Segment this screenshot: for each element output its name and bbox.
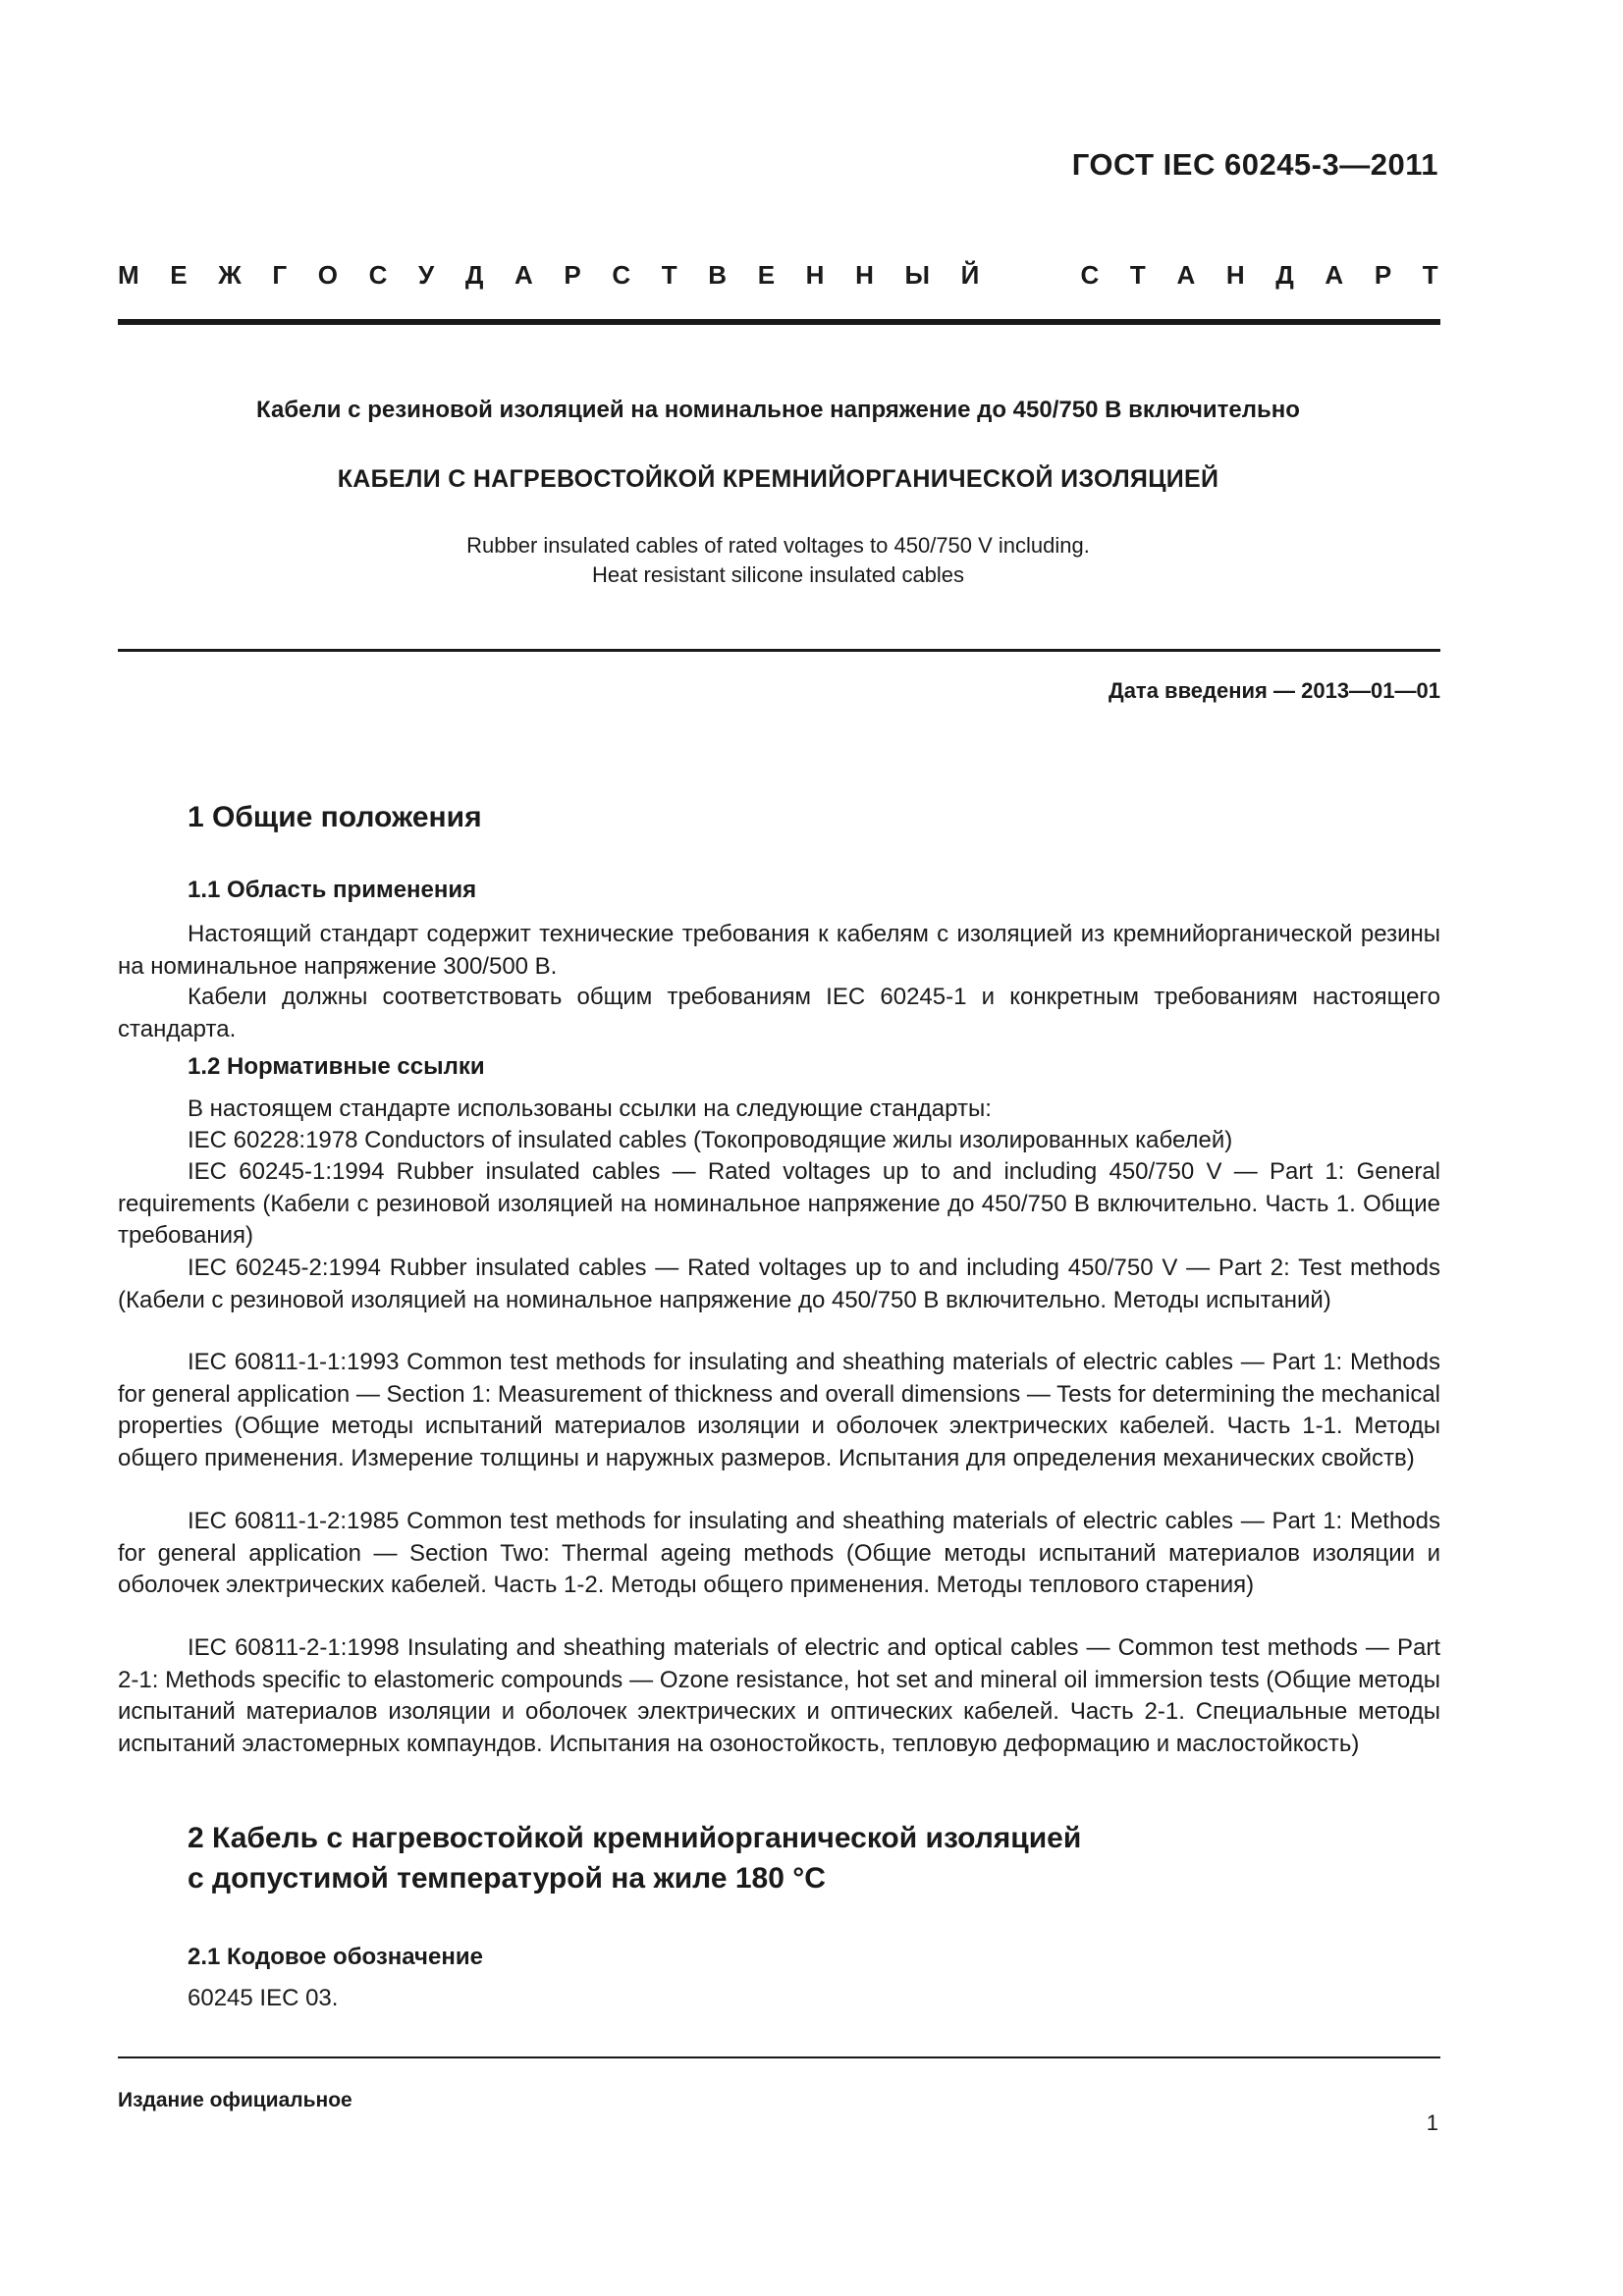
banner-letter: С xyxy=(368,260,388,290)
banner-letter: Т xyxy=(1422,260,1438,290)
banner-letter: Ы xyxy=(904,260,930,290)
banner-letter: Р xyxy=(1374,260,1392,290)
reference-item: IEC 60811-1-2:1985 Common test methods for insulating and sheathing materials of electric cables — Part 1: Methods for general application — Section Two: Thermal ageing methods (Общие методы испытаний материалов изоляции и оболочек электрических кабелей. Часть 1-2. Методы общего применения. Методы теплового старения) xyxy=(118,1508,1440,1598)
title-russian-caps: КАБЕЛИ С НАГРЕВОСТОЙКОЙ КРЕМНИЙОРГАНИЧЕСКОЙ ИЗОЛЯЦИЕЙ xyxy=(337,465,1219,493)
banner-letter: Т xyxy=(1129,260,1146,290)
title-rule xyxy=(118,649,1440,652)
banner-letter: Т xyxy=(661,260,677,290)
reference-item: IEC 60228:1978 Conductors of insulated cables (Токопроводящие жилы изолированных кабелей) xyxy=(188,1127,1233,1153)
introduction-date: Дата введения — 2013—01—01 xyxy=(1109,678,1440,703)
banner-letter: В xyxy=(708,260,728,290)
section-1-1-paragraph-2: Кабели должны соответствовать общим требованиям IEC 60245-1 и конкретным требованиям настоящего стандарта. xyxy=(118,984,1440,1042)
standard-banner xyxy=(118,260,1438,291)
section-1-2-intro: В настоящем стандарте использованы ссылки на следующие стандарты: xyxy=(188,1095,992,1122)
banner-letter: С xyxy=(612,260,631,290)
official-edition-label: Издание официальное xyxy=(118,2089,352,2111)
banner-letter: Й xyxy=(960,260,980,290)
banner-letter: Г xyxy=(272,260,288,290)
banner-letter: Н xyxy=(805,260,825,290)
section-2-1-heading: 2.1 Кодовое обозначение xyxy=(188,1944,483,1970)
banner-letter: Ж xyxy=(218,260,242,290)
section-1-2-heading: 1.2 Нормативные ссылки xyxy=(188,1053,485,1080)
banner-letter: А xyxy=(1325,260,1344,290)
page-number: 1 xyxy=(1426,2110,1438,2135)
banner-letter: А xyxy=(1176,260,1196,290)
banner-letter: О xyxy=(317,260,338,290)
banner-letter: Д xyxy=(1275,260,1294,290)
banner-letter: Е xyxy=(170,260,188,290)
section-1-1-paragraph-1: Настоящий стандарт содержит технические требования к кабелям с изоляцией из кремнийорганической резины на номинальное напряжение 300/500 В. xyxy=(118,921,1440,980)
reference-item: IEC 60811-1-1:1993 Common test methods for insulating and sheathing materials of electric cables — Part 1: Methods for general application — Section 1: Measurement of thickness and overall dimensions — Tests for determining the mechanical properties (Общие методы испытаний материалов изоляции и оболочек электрических кабелей. Часть 1-1. Методы общего применения. Измерение толщины и наружных размеров. Испытания для определения механических свойств) xyxy=(118,1349,1440,1471)
title-russian: Кабели с резиновой изоляцией на номинальное напряжение до 450/750 В включительно xyxy=(256,397,1300,423)
section-1-1-heading: 1.1 Область применения xyxy=(188,877,477,903)
header-rule xyxy=(118,319,1440,325)
section-2-heading-line1: 2 Кабель с нагревостойкой кремнийорганической изоляцией xyxy=(188,1822,1082,1854)
footer-rule xyxy=(118,2056,1440,2058)
banner-letter: С xyxy=(1080,260,1100,290)
section-2-heading-line2: с допустимой температурой на жиле 180 °С xyxy=(188,1862,826,1895)
section-2-1-text: 60245 IEC 03. xyxy=(188,1985,339,2011)
banner-letter: У xyxy=(418,260,435,290)
banner-letter: Н xyxy=(1225,260,1245,290)
document-code: ГОСТ IEC 60245-3—2011 xyxy=(1071,147,1438,182)
reference-item: IEC 60245-1:1994 Rubber insulated cables — Rated voltages up to and including 450/750 V — Part 1: General requirements (Кабели с резиновой изоляцией на номинальное напряжение до 450/750 В включительно. Часть 1. Общие требования) xyxy=(118,1158,1440,1249)
title-english-line2: Heat resistant silicone insulated cables xyxy=(591,562,965,587)
banner-letter: Р xyxy=(564,260,581,290)
reference-item: IEC 60811-2-1:1998 Insulating and sheathing materials of electric and optical cables — Common test methods — Part 2-1: Methods specific to elastomeric compounds — Ozone resistance, hot set and mineral oil immersion tests (Общие методы испытаний материалов изоляции и оболочек электрических и оптических кабелей. Часть 2-1. Специальные методы испытаний эластомерных компаундов. Испытания на озоностойкость, тепловую деформацию и маслостойкость) xyxy=(118,1634,1440,1757)
banner-letter: Н xyxy=(855,260,874,290)
banner-letter: Д xyxy=(464,260,484,290)
section-1-heading: 1 Общие положения xyxy=(188,801,482,833)
title-english-line1: Rubber insulated cables of rated voltages to 450/750 V including. xyxy=(466,533,1090,558)
banner-letter: М xyxy=(118,260,139,290)
banner-letter: Е xyxy=(757,260,776,290)
banner-letter: А xyxy=(514,260,533,290)
banner-word-gap xyxy=(1010,260,1050,291)
reference-item: IEC 60245-2:1994 Rubber insulated cables — Rated voltages up to and including 450/750 V — Part 2: Test methods (Кабели с резиновой изоляцией на номинальное напряжение до 450/750 В включительно. Методы испытаний) xyxy=(118,1255,1440,1313)
